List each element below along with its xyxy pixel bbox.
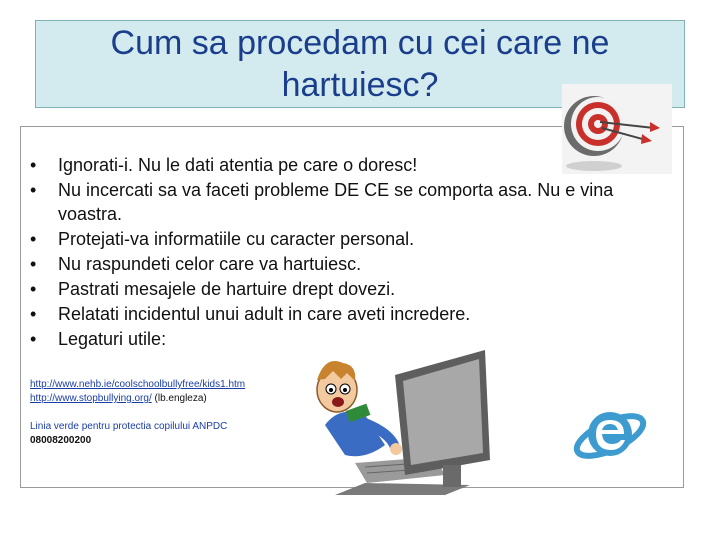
bullet-dot: • [30,180,37,200]
list-item: • Nu incercati sa va faceti probleme DE CE se comporta asa. Nu e vina voastra. [30,180,614,224]
list-item: • Protejati-va informatiile cu caracter personal. [30,229,415,249]
link-nehb[interactable]: http://www.nehb.ie/coolschoolbullyfree/kids1.htm [30,379,246,390]
list-item: • Legaturi utile: [30,329,167,349]
list-item: • Pastrati mesajele de hartuire drept dovezi. [30,279,396,299]
link-language-note: (lb.engleza) [151,393,207,404]
hotline-label: Linia verde pentru protectia copilului ANPDC [30,421,228,432]
internet-explorer-icon [570,392,650,472]
bullet-dot: • [30,304,37,324]
list-item: • Relatati incidentul unui adult in care aveti incredere. [30,304,471,324]
bullet-list [28,153,678,352]
slide-title: Cum sa procedam cu cei care ne hartuiesc? [110,24,610,104]
hotline-number: 08008200200 [30,435,92,446]
list-item: • Nu raspundeti celor care va hartuiesc. [30,254,362,274]
bullet-dot: • [30,229,37,249]
bullet-dot: • [30,254,37,274]
list-item: • Ignorati-i. Nu le dati atentia pe care o doresc! [30,155,418,175]
link-stopbullying[interactable]: http://www.stopbullying.org/ [30,393,152,404]
useful-links [30,378,245,448]
bullet-dot: • [30,279,37,299]
bullet-dot: • [30,155,37,175]
bullet-dot: • [30,329,37,349]
kid-at-computer-illustration [295,345,495,510]
